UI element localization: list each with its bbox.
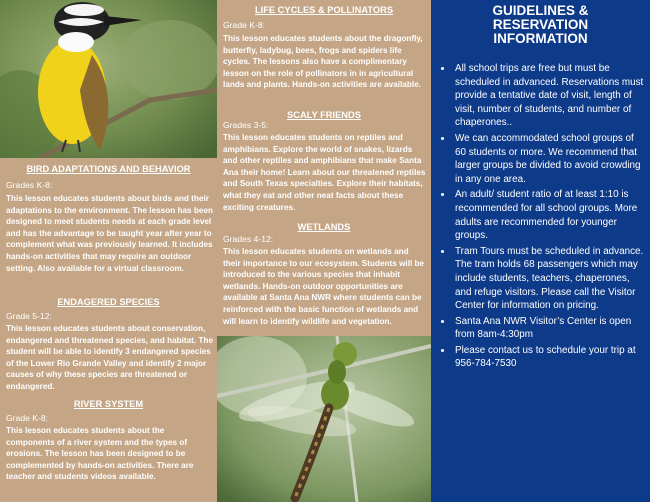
left-column	[0, 0, 217, 502]
grades-label: Grade K-8:	[223, 20, 266, 30]
grades-label: Grades 4-12:	[223, 234, 274, 244]
title-line: GUIDELINES &	[492, 3, 589, 18]
list-item: • An adult/ student ratio of at least 1:10 is recommended for all school groups. More adults are recommended for younger groups.	[453, 188, 644, 242]
list-item: • We can accommodated school groups of 60 students or more. We recommend that larger groups be divided to avoid crowding in any one area.	[453, 132, 644, 186]
section-heading: RIVER SYSTEM	[73, 399, 144, 409]
section-heading: LIFE CYCLES & POLLINATORS	[254, 5, 394, 15]
section-heading: SCALY FRIENDS	[287, 110, 361, 120]
list-item: • Please contact us to schedule your trip at 956-784-7530	[453, 344, 644, 371]
right-column	[431, 0, 650, 502]
section-heading: BIRD ADAPTATIONS AND BEHAVIOR	[26, 164, 191, 174]
section-body: This lesson educates students on wetlands and their importance to our ecosystem. Students will be introduced to the various species that inhabit wetlands. Hands-on outdoor opportunities are available at Santa Ana NWR where students can be reinforced with the basic function of wetlands and will learn to identify wildlife and vegetation.	[223, 247, 425, 326]
list-item: • All school trips are free but must be scheduled in advanced. Reservations must provide a tentative date of visit, length of visit, number of students, and number of chaperones..	[453, 62, 644, 130]
section-heading: WETLANDS	[297, 222, 351, 232]
list-item: • Santa Ana NWR Visitor’s Center is open from 8am-4:30pm	[453, 315, 644, 342]
section-body: This lesson educates students on reptiles and amphibians. Explore the world of snakes, lizards and other reptiles and amphibians that make Santa Ana their home! Learn about our threatened reptiles and South Texas specialties. Explore their habitats, what they eat and other neat facts about these exciting creatures.	[223, 133, 426, 212]
grades-label: Grade 5-12:	[6, 311, 52, 321]
section-heading: ENDAGERED SPECIES	[57, 297, 160, 307]
section-body: This lesson educates students about the dragonfly, butterfly, ladybug, bees, frogs and spiders life cycles. The lessons also have a complimentary lesson on the role of pollinators in in agricultural lands and plants. Hands-on activities are available.	[223, 34, 423, 90]
guidelines-list	[439, 62, 644, 373]
grades-label: Grades K-8:	[6, 180, 53, 190]
section-body: This lesson educates students about birds and their adaptations to the environment. The lesson has been designed to meet students needs at each grade level and has the advantage to be taught year after year to complement what was previously learned. It includes hands-on activities that may require an outdoor setting. Also available for a virtual classroom.	[6, 194, 213, 273]
grades-label: Grade K-8:	[6, 413, 49, 423]
middle-column	[217, 0, 431, 502]
grades-label: Grades 3-5:	[223, 120, 269, 130]
list-item: • Tram Tours must be scheduled in advance. The tram holds 68 passengers which may include students, teachers, chaperones, and refuge visitors. Please call the Visitor Center for information on pricing.	[453, 245, 644, 313]
dragonfly-icon	[217, 336, 431, 502]
section-body: This lesson educates students about the components of a river system and the types of erosions. The lesson has been designed to be complemented by hands-on activities. There are teacher and students videos available.	[6, 426, 194, 482]
section-body: This lesson educates students about conservation, endangered and threatened species, and habitat. The student will be able to identify 3 endangered species of the Lower Rio Grande Valley and identify 2 major causes of why these species are threatened or endangered.	[6, 324, 214, 391]
title-line: RESERVATION	[492, 17, 589, 32]
yellow-bird-icon	[0, 0, 217, 158]
title-line: INFORMATION	[493, 31, 588, 46]
guidelines-title	[431, 4, 650, 46]
